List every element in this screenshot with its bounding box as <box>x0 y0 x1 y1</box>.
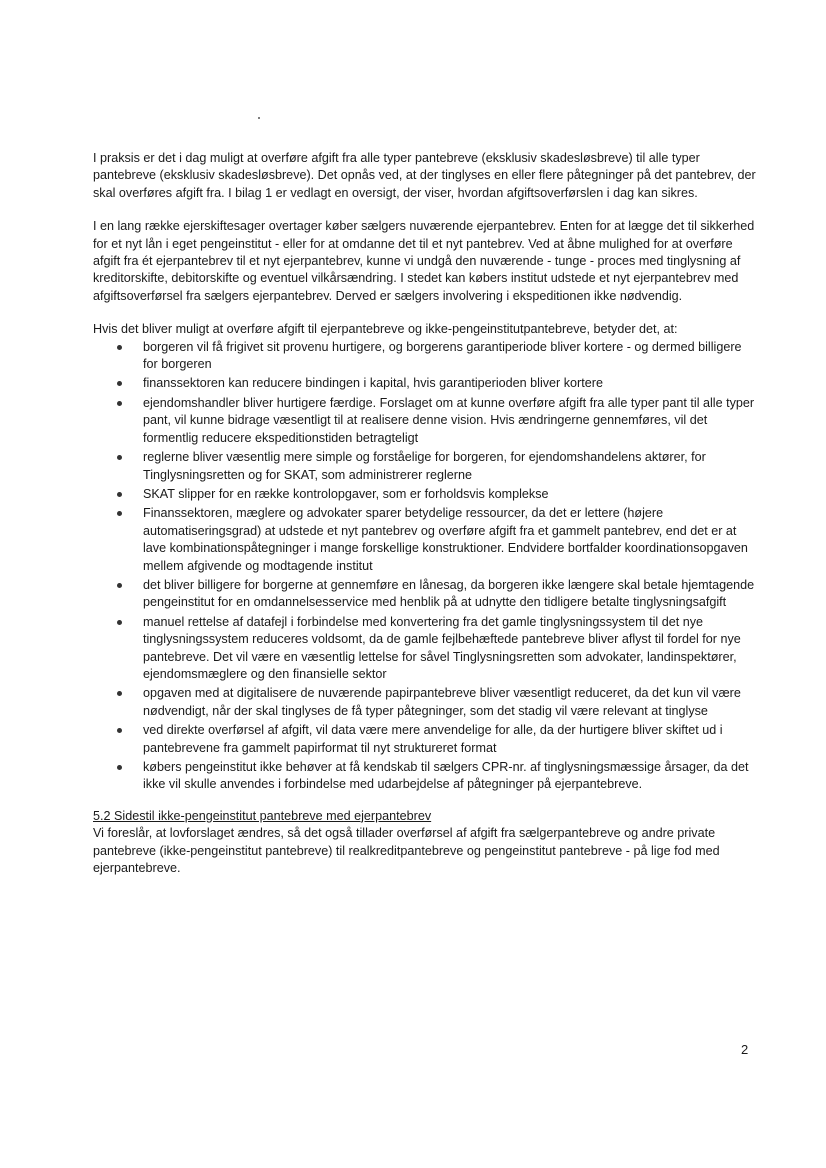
consequences-list <box>93 339 758 794</box>
paragraph-betyder-det: Hvis det bliver muligt at overføre afgift til ejerpantebreve og ikke-pengeinstitutpantebreve, betyder det, at: <box>93 322 678 337</box>
bullet-icon <box>117 455 122 460</box>
list-item: finanssektoren kan reducere bindingen i kapital, hvis garantiperioden bliver kortere <box>143 375 758 392</box>
list-item: det bliver billigere for borgerne at gennemføre en lånesag, da borgeren ikke længere skal betale hjemtagende pengeinstitut for en omdannelsesservice med henblik på at udnytte den tidligere betalte tinglysningsafgift <box>143 577 758 612</box>
bullet-icon <box>117 401 122 406</box>
list-item: manuel rettelse af datafejl i forbindelse med konvertering fra det gamle tinglysningssystem til det nye tinglysningssystem reduceres voldsomt, da de gamle fejlbehæftede pantebreve bliver aflyst til fordel for nye pantebreve. Det vil være en væsentlig lettelse for såvel Tinglysningsretten som advokater, landinspektører, ejendomsmæglere og den finansielle sektor <box>143 614 758 684</box>
list-item: borgeren vil få frigivet sit provenu hurtigere, og borgerens garantiperiode bliver kortere - og dermed billigere for borgeren <box>143 339 758 374</box>
list-item: Finanssektoren, mæglere og advokater sparer betydelige ressourcer, da det er lettere (højere automatiseringsgrad) at udstede et nyt pantebrev og overføre afgift fra et gammelt pantebrev, end det er at lave kombinationspåtegninger i mange forskellige konstruktioner. Endvidere bortfalder koordinationsopgaven mellem afgivende og modtagende institut <box>143 505 758 575</box>
section-heading: 5.2 Sidestil ikke-pengeinstitut pantebreve med ejerpantebrev <box>93 808 432 823</box>
section-body: Vi foreslår, at lovforslaget ændres, så det også tillader overførsel af afgift fra sælgerpantebreve og andre private pantebreve (ikke-pengeinstitut pantebreve) til realkreditpantebreve og pengeinstitut pantebreve - på lige fod med ejerpantebreve. <box>93 826 720 876</box>
bullet-icon <box>117 691 122 696</box>
page-number: 2 <box>741 1042 749 1057</box>
bullet-icon <box>117 583 122 588</box>
bullet-icon <box>117 381 122 386</box>
bullet-icon <box>117 345 122 350</box>
paragraph-afgift-praksis: I praksis er det i dag muligt at overføre afgift fra alle typer pantebreve (eksklusiv skadesløsbreve) til alle typer pantebreve (eksklusiv skadesløsbreve). Det opnås ved, at der tinglyses en eller flere påtegninger på det pantebrev, der skal overføres afgift fra. I bilag 1 er vedlagt en oversigt, der viser, hvordan afgiftsoverførslen i dag kan sikres. <box>93 151 756 200</box>
bullet-icon <box>117 728 122 733</box>
list-item: ejendomshandler bliver hurtigere færdige. Forslaget om at kunne overføre afgift fra alle typer pant til alle typer pant, vil kunne bidrage væsentligt til at realisere denne vision. Hvis ændringerne gennemføres, vil det formentlig reducere ekspeditionstiden betragteligt <box>143 395 758 447</box>
bullet-icon <box>117 511 122 516</box>
list-item: SKAT slipper for en række kontrolopgaver, som er forholdsvis komplekse <box>143 486 758 503</box>
list-item: reglerne bliver væsentlig mere simple og forståelige for borgeren, for ejendomshandelens aktører, for Tinglysningsretten og for SKAT, som administrerer reglerne <box>143 449 758 484</box>
paragraph-ejerskiftesager: I en lang række ejerskiftesager overtager køber sælgers nuværende ejerpantebrev. Enten for at lægge det til sikkerhed for et nyt lån i eget pengeinstitut - eller for at omdanne det til et nyt pantebrev. Ved at åbne mulighed for at overføre afgift fra ét ejerpantebrev til et nyt ejerpantebrev, kunne vi undgå den nuværende - tunge - proces med tinglysning af kreditorskifte, debitorskifte og eventuel vilkårsændring. I stedet kan købers institut udstede et nyt ejerpantebrev med afgiftsoverførsel fra sælgers ejerpantebrev. Derved er sælgers involvering i ekspeditionen ikke nødvendig. <box>93 219 755 303</box>
bullet-icon <box>117 620 122 625</box>
document-body <box>93 150 758 877</box>
bullet-icon <box>117 492 122 497</box>
list-item: købers pengeinstitut ikke behøver at få kendskab til sælgers CPR-nr. af tinglysningsmæssige årsager, da det ikke vil skulle anvendes i forbindelse med udarbejdelse af påtegninger på ejerpantebreve. <box>143 759 758 794</box>
list-item: ved direkte overførsel af afgift, vil data være mere anvendelige for alle, da der hurtigere bliver skiftet ud i pantebrevene fra gammelt papirformat til nyt struktureret format <box>143 722 758 757</box>
bullet-icon <box>117 765 122 770</box>
list-item: opgaven med at digitalisere de nuværende papirpantebreve bliver væsentligt reduceret, da det kun vil være nødvendigt, når der skal tinglyses de få typer påtegninger, som det stadig vil være relevant at tinglyse <box>143 685 758 720</box>
scan-speck <box>258 117 260 119</box>
